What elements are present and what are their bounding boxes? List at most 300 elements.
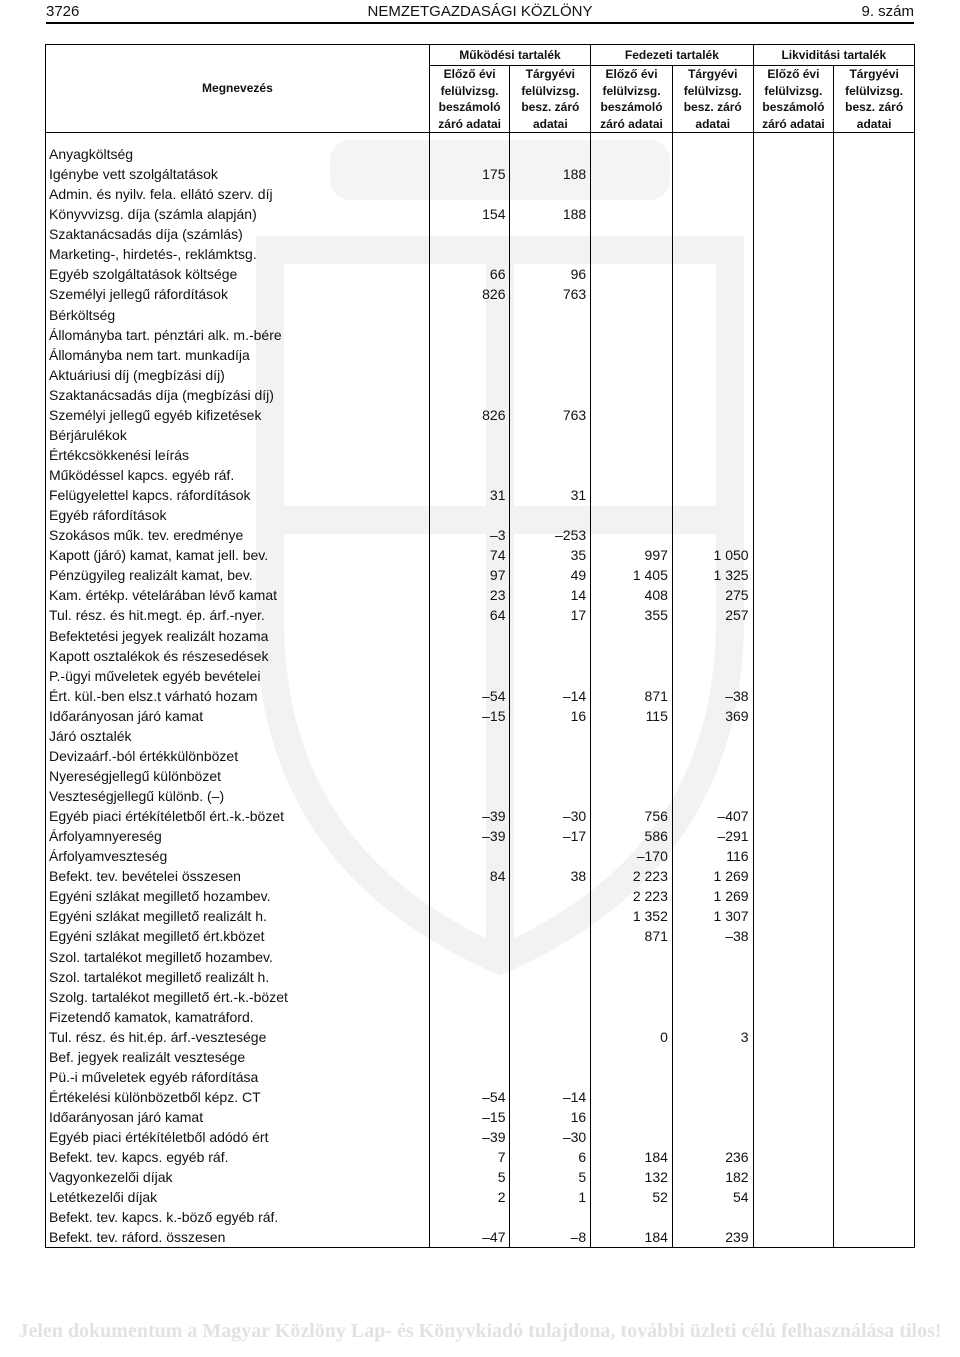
value-cell: [429, 1047, 510, 1067]
value-cell: 35: [510, 545, 591, 565]
value-cell: [753, 144, 834, 164]
value-cell: [429, 846, 510, 866]
value-cell: [753, 846, 834, 866]
table-row: [46, 1007, 915, 1027]
value-cell: [591, 646, 673, 666]
value-cell: 132: [591, 1167, 673, 1187]
value-cell: [672, 164, 753, 184]
value-cell: [834, 806, 915, 826]
value-cell: [429, 786, 510, 806]
value-cell: [429, 505, 510, 525]
value-cell: [591, 345, 673, 365]
table-row: [46, 1167, 915, 1187]
value-cell: [510, 967, 591, 987]
table-row: [46, 1067, 915, 1087]
value-cell: [591, 244, 673, 264]
value-cell: [510, 666, 591, 686]
value-cell: [753, 164, 834, 184]
value-cell: [591, 264, 673, 284]
row-label: Pü.-i műveletek egyéb ráfordítása: [46, 1067, 430, 1087]
value-cell: [753, 405, 834, 425]
value-cell: 1 050: [672, 545, 753, 565]
value-cell: [753, 926, 834, 946]
value-cell: 84: [429, 866, 510, 886]
value-cell: [753, 204, 834, 224]
value-cell: [753, 746, 834, 766]
value-cell: [753, 806, 834, 826]
value-cell: 16: [510, 706, 591, 726]
value-cell: [672, 284, 753, 304]
value-cell: [834, 405, 915, 425]
value-cell: [753, 947, 834, 967]
value-cell: [591, 224, 673, 244]
value-cell: 175: [429, 164, 510, 184]
value-cell: [591, 445, 673, 465]
value-cell: [510, 626, 591, 646]
value-cell: 236: [672, 1147, 753, 1167]
value-cell: [672, 1067, 753, 1087]
value-cell: [753, 1087, 834, 1107]
row-label: Időarányosan járó kamat: [46, 706, 430, 726]
value-cell: [510, 244, 591, 264]
sub-header-prior-year: Előző évi felülvizsg. beszámoló záró adatai: [591, 66, 673, 133]
value-cell: [429, 184, 510, 204]
value-cell: [429, 947, 510, 967]
group-header-coverage: Fedezeti tartalék: [591, 45, 753, 66]
value-cell: [591, 1107, 673, 1127]
value-cell: –39: [429, 806, 510, 826]
value-cell: [672, 1127, 753, 1147]
value-cell: [510, 906, 591, 926]
value-cell: 1 325: [672, 565, 753, 585]
value-cell: [672, 485, 753, 505]
value-cell: [834, 1187, 915, 1207]
table-row: [46, 666, 915, 686]
value-cell: [510, 786, 591, 806]
value-cell: [834, 425, 915, 445]
value-cell: [834, 545, 915, 565]
row-label: Szaktanácsadás díja (számlás): [46, 224, 430, 244]
value-cell: [510, 1047, 591, 1067]
row-label: Értékelési különbözetből képz. CT: [46, 1087, 430, 1107]
value-cell: [429, 1027, 510, 1047]
value-cell: 31: [510, 485, 591, 505]
value-cell: [510, 385, 591, 405]
value-cell: 188: [510, 204, 591, 224]
value-cell: –253: [510, 525, 591, 545]
value-cell: [753, 1107, 834, 1127]
row-label: Egyéni szlákat megillető realizált h.: [46, 906, 430, 926]
value-cell: [672, 345, 753, 365]
value-cell: [753, 1167, 834, 1187]
value-cell: [834, 1027, 915, 1047]
row-label: Letétkezelői díjak: [46, 1187, 430, 1207]
value-cell: [591, 184, 673, 204]
table-row: [46, 706, 915, 726]
value-cell: –8: [510, 1227, 591, 1248]
value-cell: [672, 626, 753, 646]
value-cell: [591, 947, 673, 967]
row-label: Személyi jellegű egyéb kifizetések: [46, 405, 430, 425]
value-cell: [753, 525, 834, 545]
value-cell: [672, 204, 753, 224]
value-cell: –30: [510, 1127, 591, 1147]
table-row: [46, 826, 915, 846]
value-cell: 826: [429, 284, 510, 304]
row-label: Egyéni szlákat megillető hozambev.: [46, 886, 430, 906]
table-row: [46, 1127, 915, 1147]
value-cell: –407: [672, 806, 753, 826]
name-column-header: Megnevezés: [46, 45, 430, 133]
value-cell: [591, 1007, 673, 1027]
table-row: [46, 746, 915, 766]
value-cell: [429, 926, 510, 946]
table-row: [46, 1047, 915, 1067]
row-label: Időarányosan járó kamat: [46, 1107, 430, 1127]
table-row: [46, 846, 915, 866]
value-cell: –3: [429, 525, 510, 545]
value-cell: [834, 244, 915, 264]
value-cell: [753, 1207, 834, 1227]
value-cell: [834, 926, 915, 946]
value-cell: [834, 325, 915, 345]
value-cell: [672, 525, 753, 545]
value-cell: [834, 465, 915, 485]
value-cell: [672, 726, 753, 746]
value-cell: [753, 1047, 834, 1067]
value-cell: [591, 1047, 673, 1067]
value-cell: 23: [429, 585, 510, 605]
value-cell: [429, 967, 510, 987]
value-cell: [429, 886, 510, 906]
value-cell: 154: [429, 204, 510, 224]
value-cell: 1 269: [672, 886, 753, 906]
value-cell: 97: [429, 565, 510, 585]
row-label: Szol. tartalékot megillető hozambev.: [46, 947, 430, 967]
value-cell: [753, 766, 834, 786]
value-cell: [510, 646, 591, 666]
row-label: Könyvvizsg. díja (számla alapján): [46, 204, 430, 224]
value-cell: [753, 605, 834, 625]
row-label: Vagyonkezelői díjak: [46, 1167, 430, 1187]
value-cell: [510, 886, 591, 906]
value-cell: [834, 345, 915, 365]
value-cell: [753, 1067, 834, 1087]
value-cell: [753, 325, 834, 345]
value-cell: [834, 565, 915, 585]
value-cell: [834, 1047, 915, 1067]
sub-header-current-year: Tárgyévi felülvizsg. besz. záró adatai: [510, 66, 591, 133]
row-label: Befekt. tev. ráford. összesen: [46, 1227, 430, 1248]
value-cell: [834, 385, 915, 405]
row-label: Szol. tartalékot megillető realizált h.: [46, 967, 430, 987]
value-cell: [753, 385, 834, 405]
table-row: [46, 585, 915, 605]
value-cell: [429, 244, 510, 264]
value-cell: [510, 365, 591, 385]
value-cell: [834, 585, 915, 605]
value-cell: [429, 626, 510, 646]
row-label: Nyereségjellegű különbözet: [46, 766, 430, 786]
row-label: Befekt. tev. bevételei összesen: [46, 866, 430, 886]
value-cell: [753, 1227, 834, 1248]
value-cell: –30: [510, 806, 591, 826]
value-cell: [591, 987, 673, 1007]
row-label: Egyéb szolgáltatások költsége: [46, 264, 430, 284]
value-cell: 1 352: [591, 906, 673, 926]
table-row: [46, 686, 915, 706]
value-cell: [672, 305, 753, 325]
value-cell: [834, 164, 915, 184]
value-cell: [429, 906, 510, 926]
value-cell: 355: [591, 605, 673, 625]
value-cell: 1 307: [672, 906, 753, 926]
value-cell: [510, 224, 591, 244]
value-cell: [672, 1107, 753, 1127]
value-cell: 0: [591, 1027, 673, 1047]
table-row: [46, 866, 915, 886]
row-label: Szaktanácsadás díja (megbízási díj): [46, 385, 430, 405]
value-cell: [753, 1187, 834, 1207]
value-cell: [834, 1127, 915, 1147]
sub-header-current-year: Tárgyévi felülvizsg. besz. záró adatai: [672, 66, 753, 133]
value-cell: [834, 746, 915, 766]
table-row: [46, 1027, 915, 1047]
value-cell: [429, 666, 510, 686]
value-cell: 239: [672, 1227, 753, 1248]
value-cell: –15: [429, 706, 510, 726]
value-cell: [429, 726, 510, 746]
row-label: Veszteségjellegű különb. (–): [46, 786, 430, 806]
ownership-watermark: Jelen dokumentum a Magyar Közlöny Lap- és Könyvkiadó tulajdona, további üzleti célú felhasználása tilos!: [18, 1320, 942, 1342]
value-cell: [591, 164, 673, 184]
header-rule: [46, 22, 914, 24]
value-cell: [672, 746, 753, 766]
value-cell: [834, 786, 915, 806]
value-cell: [429, 305, 510, 325]
table-row: [46, 987, 915, 1007]
reserves-table: [45, 44, 915, 1248]
row-label: Állományba nem tart. munkadíja: [46, 345, 430, 365]
value-cell: [834, 445, 915, 465]
value-cell: [834, 626, 915, 646]
row-label: Tul. rész. és hit.megt. ép. árf.-nyer.: [46, 605, 430, 625]
value-cell: [753, 465, 834, 485]
row-label: Befekt. tev. kapcs. egyéb ráf.: [46, 1147, 430, 1167]
row-label: Bef. jegyek realizált vesztesége: [46, 1047, 430, 1067]
value-cell: [591, 425, 673, 445]
table-row: [46, 264, 915, 284]
row-label: Bérjárulékok: [46, 425, 430, 445]
table-row: [46, 1187, 915, 1207]
value-cell: [591, 465, 673, 485]
value-cell: 1 405: [591, 565, 673, 585]
value-cell: [429, 445, 510, 465]
value-cell: –39: [429, 826, 510, 846]
value-cell: [429, 325, 510, 345]
table-row: [46, 325, 915, 345]
value-cell: 275: [672, 585, 753, 605]
value-cell: [591, 1067, 673, 1087]
value-cell: –47: [429, 1227, 510, 1248]
row-label: Kapott (járó) kamat, kamat jell. bev.: [46, 545, 430, 565]
value-cell: [753, 545, 834, 565]
value-cell: [834, 1067, 915, 1087]
value-cell: [591, 405, 673, 425]
value-cell: [591, 525, 673, 545]
row-label: Állományba tart. pénztári alk. m.-bére: [46, 325, 430, 345]
value-cell: [510, 465, 591, 485]
value-cell: [591, 626, 673, 646]
group-header-operating: Működési tartalék: [429, 45, 590, 66]
value-cell: [672, 405, 753, 425]
value-cell: [672, 1207, 753, 1227]
value-cell: [672, 1047, 753, 1067]
row-label: Egyéb piaci értékítéletből ért.-k.-bözet: [46, 806, 430, 826]
row-label: Ért. kül.-ben elsz.t várható hozam: [46, 686, 430, 706]
value-cell: [510, 987, 591, 1007]
value-cell: [672, 505, 753, 525]
value-cell: 64: [429, 605, 510, 625]
value-cell: [510, 1027, 591, 1047]
row-label: Járó osztalék: [46, 726, 430, 746]
value-cell: [834, 646, 915, 666]
row-label: Kapott osztalékok és részesedések: [46, 646, 430, 666]
value-cell: [591, 766, 673, 786]
value-cell: 188: [510, 164, 591, 184]
value-cell: [834, 1007, 915, 1027]
value-cell: –39: [429, 1127, 510, 1147]
value-cell: [510, 505, 591, 525]
value-cell: [510, 184, 591, 204]
value-cell: [510, 425, 591, 445]
value-cell: 184: [591, 1227, 673, 1248]
value-cell: [834, 947, 915, 967]
value-cell: [429, 646, 510, 666]
value-cell: [429, 365, 510, 385]
value-cell: [834, 726, 915, 746]
value-cell: [753, 786, 834, 806]
table-row: [46, 525, 915, 545]
value-cell: [753, 646, 834, 666]
value-cell: [429, 746, 510, 766]
value-cell: [591, 726, 673, 746]
value-cell: [753, 305, 834, 325]
value-cell: [834, 525, 915, 545]
value-cell: [510, 1207, 591, 1227]
value-cell: [753, 826, 834, 846]
value-cell: [591, 1207, 673, 1227]
value-cell: [753, 987, 834, 1007]
value-cell: [753, 244, 834, 264]
value-cell: [753, 445, 834, 465]
value-cell: 2 223: [591, 866, 673, 886]
value-cell: 16: [510, 1107, 591, 1127]
row-label: Pénzügyileg realizált kamat, bev.: [46, 565, 430, 585]
sub-header-prior-year: Előző évi felülvizsg. beszámoló záró adatai: [429, 66, 510, 133]
row-label: Felügyelettel kapcs. ráfordítások: [46, 485, 430, 505]
value-cell: –17: [510, 826, 591, 846]
row-label: Aktuáriusi díj (megbízási díj): [46, 365, 430, 385]
value-cell: 115: [591, 706, 673, 726]
value-cell: –54: [429, 1087, 510, 1107]
value-cell: [591, 204, 673, 224]
value-cell: [429, 987, 510, 1007]
value-cell: [834, 1147, 915, 1167]
value-cell: –38: [672, 926, 753, 946]
table-row: [46, 565, 915, 585]
value-cell: –15: [429, 1107, 510, 1127]
value-cell: 96: [510, 264, 591, 284]
value-cell: [510, 445, 591, 465]
row-label: Szolg. tartalékot megillető ért.-k.-bözet: [46, 987, 430, 1007]
value-cell: [834, 264, 915, 284]
table-row: [46, 646, 915, 666]
value-cell: [753, 345, 834, 365]
value-cell: [834, 886, 915, 906]
value-cell: 1: [510, 1187, 591, 1207]
value-cell: 116: [672, 846, 753, 866]
value-cell: 74: [429, 545, 510, 565]
value-cell: [510, 766, 591, 786]
value-cell: [510, 846, 591, 866]
value-cell: –14: [510, 686, 591, 706]
value-cell: [753, 726, 834, 746]
table-row: [46, 786, 915, 806]
value-cell: 17: [510, 605, 591, 625]
row-label: Bérköltség: [46, 305, 430, 325]
value-cell: [753, 886, 834, 906]
value-cell: [672, 144, 753, 164]
value-cell: 1 269: [672, 866, 753, 886]
value-cell: [510, 947, 591, 967]
value-cell: [672, 646, 753, 666]
value-cell: [753, 686, 834, 706]
value-cell: 997: [591, 545, 673, 565]
value-cell: 369: [672, 706, 753, 726]
value-cell: 184: [591, 1147, 673, 1167]
value-cell: [672, 766, 753, 786]
value-cell: [672, 244, 753, 264]
value-cell: [834, 284, 915, 304]
value-cell: –38: [672, 686, 753, 706]
value-cell: 871: [591, 926, 673, 946]
value-cell: [672, 1087, 753, 1107]
value-cell: [672, 786, 753, 806]
value-cell: [429, 766, 510, 786]
value-cell: 5: [510, 1167, 591, 1187]
value-cell: [834, 826, 915, 846]
value-cell: [834, 204, 915, 224]
page-number: 3726: [46, 3, 80, 20]
value-cell: 408: [591, 585, 673, 605]
value-cell: [834, 144, 915, 164]
table-row: [46, 1147, 915, 1167]
value-cell: [429, 144, 510, 164]
table-row: [46, 1087, 915, 1107]
value-cell: [672, 465, 753, 485]
value-cell: [672, 1007, 753, 1027]
value-cell: [834, 305, 915, 325]
value-cell: [429, 1207, 510, 1227]
table-row: [46, 505, 915, 525]
value-cell: [834, 906, 915, 926]
table-row: [46, 485, 915, 505]
value-cell: [834, 1087, 915, 1107]
row-label: Árfolyamveszteség: [46, 846, 430, 866]
row-label: Admin. és nyilv. fela. ellátó szerv. díj: [46, 184, 430, 204]
value-cell: [591, 967, 673, 987]
